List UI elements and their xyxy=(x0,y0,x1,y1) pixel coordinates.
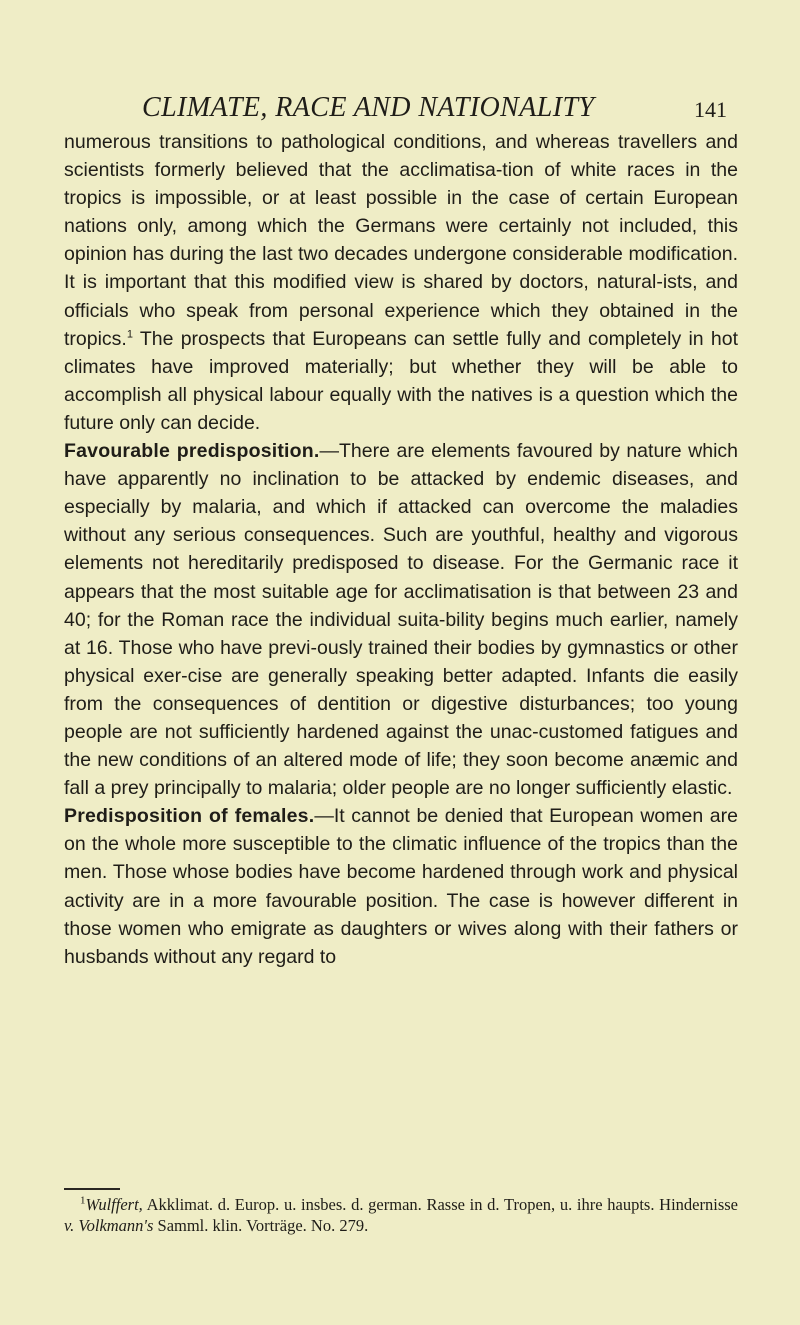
page-number: 141 xyxy=(694,97,727,122)
running-title: CLIMATE, RACE AND NATIONALITY xyxy=(142,92,595,123)
section-heading-predisposition-females: Predisposition of females. xyxy=(64,805,315,828)
footnote-author: Wulffert, xyxy=(85,1195,143,1214)
footnote-text-end: Samml. klin. Vorträge. No. 279. xyxy=(153,1216,369,1235)
footnote-source: Volkmann's xyxy=(78,1216,154,1235)
footnote-divider xyxy=(64,1188,120,1190)
paragraph-favourable-predisposition xyxy=(64,437,738,802)
footnote xyxy=(64,1194,738,1236)
footnote-reference: 1 xyxy=(126,328,133,341)
paragraph-text: —There are elements favoured by nature which have apparently no inclination to be attacked by endemic diseases, and especially by malaria, and which if attacked can overcome the maladies without any serious consequences. Such are youthful, healthy and vigorous elements not hereditarily predisposed to disease. For the Germanic race it appears that the most suitable age for acclimatisation is that between 23 and 40; for the Roman race the individual suita-bility begins much earlier, namely at 16. Those who have previ-ously trained their bodies by gymnastics or other physical exer-cise are generally speaking better adapted. Infants die easily from the consequences of dentition or digestive disturbances; too young people are not sufficiently hardened against the unac-customed fatigues and the new conditions of an altered mode of life; they soon become anæmic and fall a prey principally to malaria; older people are no longer sufficiently elastic. xyxy=(64,440,738,800)
paragraph-predisposition-females xyxy=(64,802,738,971)
footnote-marker: 1 xyxy=(80,1194,86,1207)
section-heading-favourable-predisposition: Favourable predisposition. xyxy=(64,440,320,463)
paragraph-text: numerous transitions to pathological conditions, and whereas travellers and scientists formerly believed that the acclimatisa-tion of white races in the tropics is impossible, or at least possible in the case of certain European nations only, among which the Germans were certainly not included, this opinion has during the last two decades undergone considerable modification. It is important that this modified view is shared by doctors, natural-ists, and officials who speak from personal experience which they obtained in the tropics. xyxy=(64,131,738,350)
paragraph-text: The prospects that Europeans can settle fully and completely in hot climates have improved materially; but whether they will be able to accomplish all physical labour equally with the natives is a question which the future only can decide. xyxy=(64,327,738,434)
footnote-text: Akklimat. d. Europ. u. insbes. d. german. Rasse in d. Tropen, u. ihre haupts. Hindernisse xyxy=(142,1195,738,1214)
footnote-v: v. xyxy=(64,1216,75,1235)
paragraph-text: —It cannot be denied that European women are on the whole more susceptible to the climatic influence of the tropics than the men. Those whose bodies have become hardened through work and physical activity are in a more favourable position. The case is however different in those women who emigrate as daughters or wives along with their fathers or husbands without any regard to xyxy=(64,805,738,968)
running-head xyxy=(142,92,727,126)
paragraph-acclimatisation xyxy=(64,128,738,437)
body-text xyxy=(64,128,738,971)
